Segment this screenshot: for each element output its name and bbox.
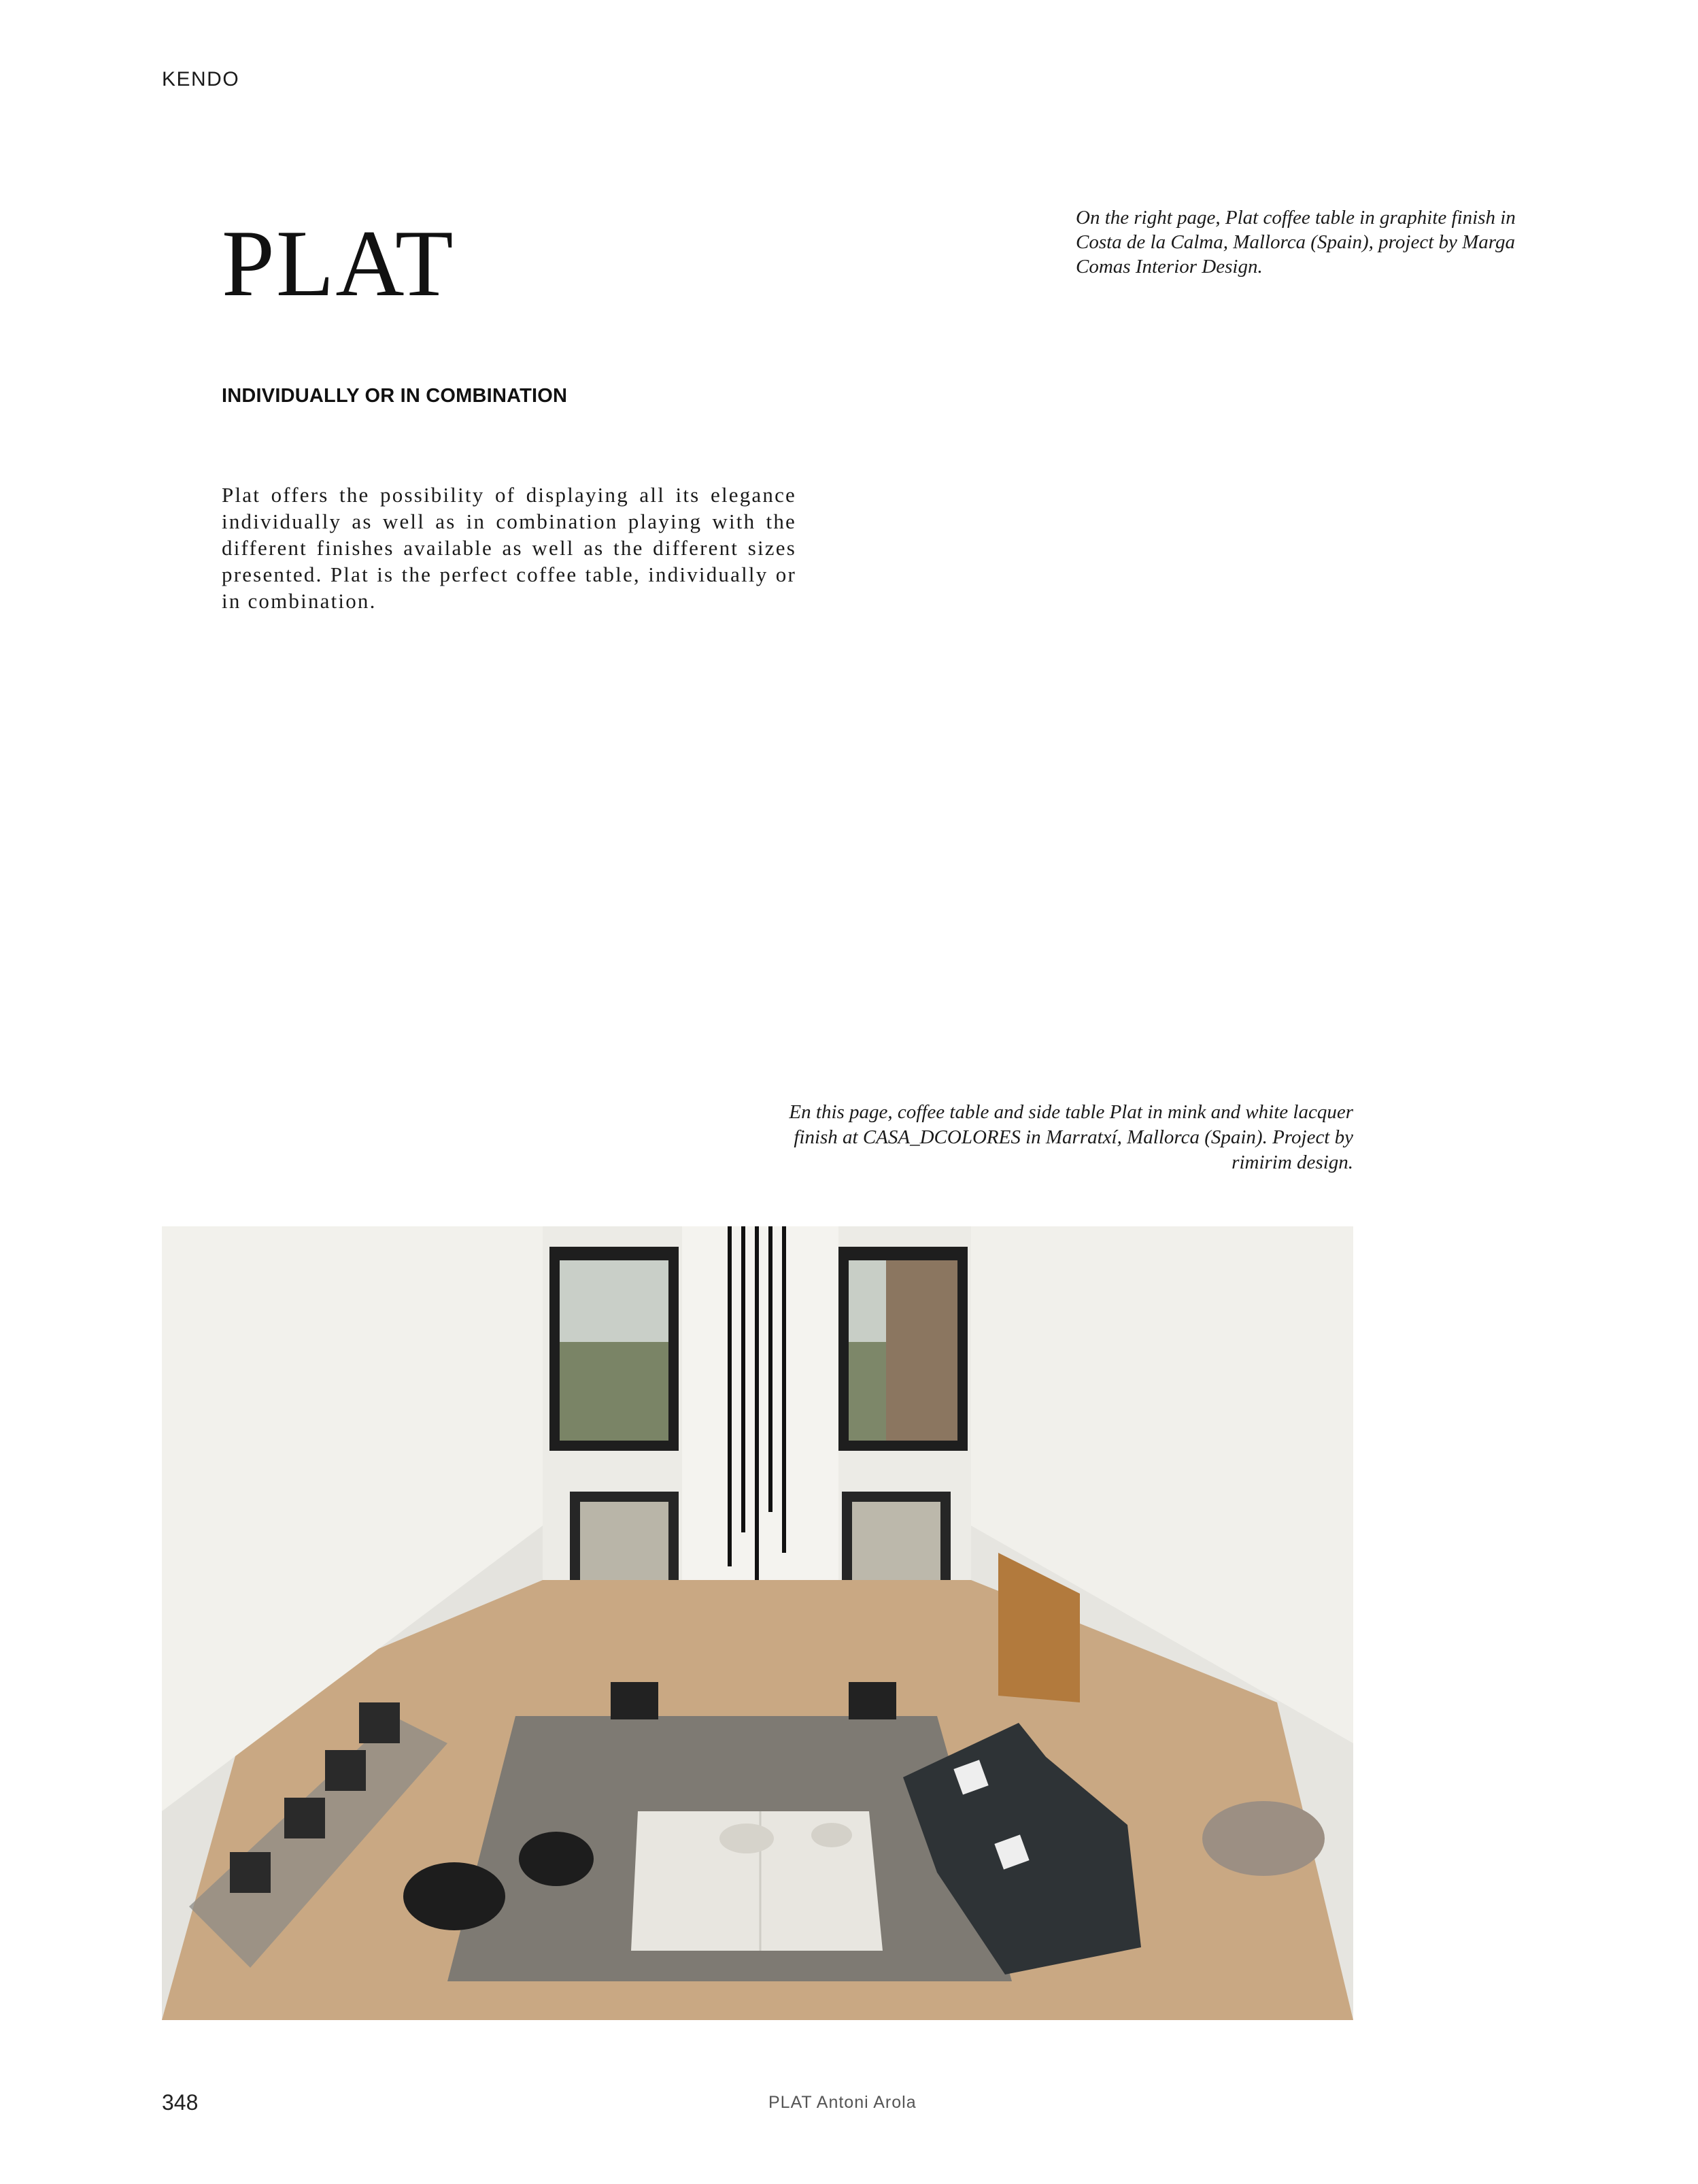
- page-number: 348: [162, 2090, 199, 2115]
- interior-photo: [162, 1226, 1353, 2020]
- page-title: PLAT: [222, 211, 455, 316]
- caption-right-page: On the right page, Plat coffee table in graphite finish in Costa de la Calma, Mallorca (Spain), project by Marga Comas Interior Design.: [1076, 207, 1516, 278]
- body-paragraph: Plat offers the possibility of displaying all its elegance individually as well as in combination playing with the different finishes available as well as the different sizes presented. Plat is the perfect coffee table, individually or in combination.: [222, 483, 796, 613]
- section-subtitle: INDIVIDUALLY OR IN COMBINATION: [222, 385, 568, 407]
- caption-this-page: En this page, coffee table and side table Plat in mink and white lacquer finish at CASA_DCOLORES in Marratxí, Mallorca (Spain). Project by rimirim design.: [789, 1101, 1353, 1173]
- brand-header: KENDO: [162, 68, 240, 90]
- running-footer: PLAT Antoni Arola: [768, 2093, 917, 2112]
